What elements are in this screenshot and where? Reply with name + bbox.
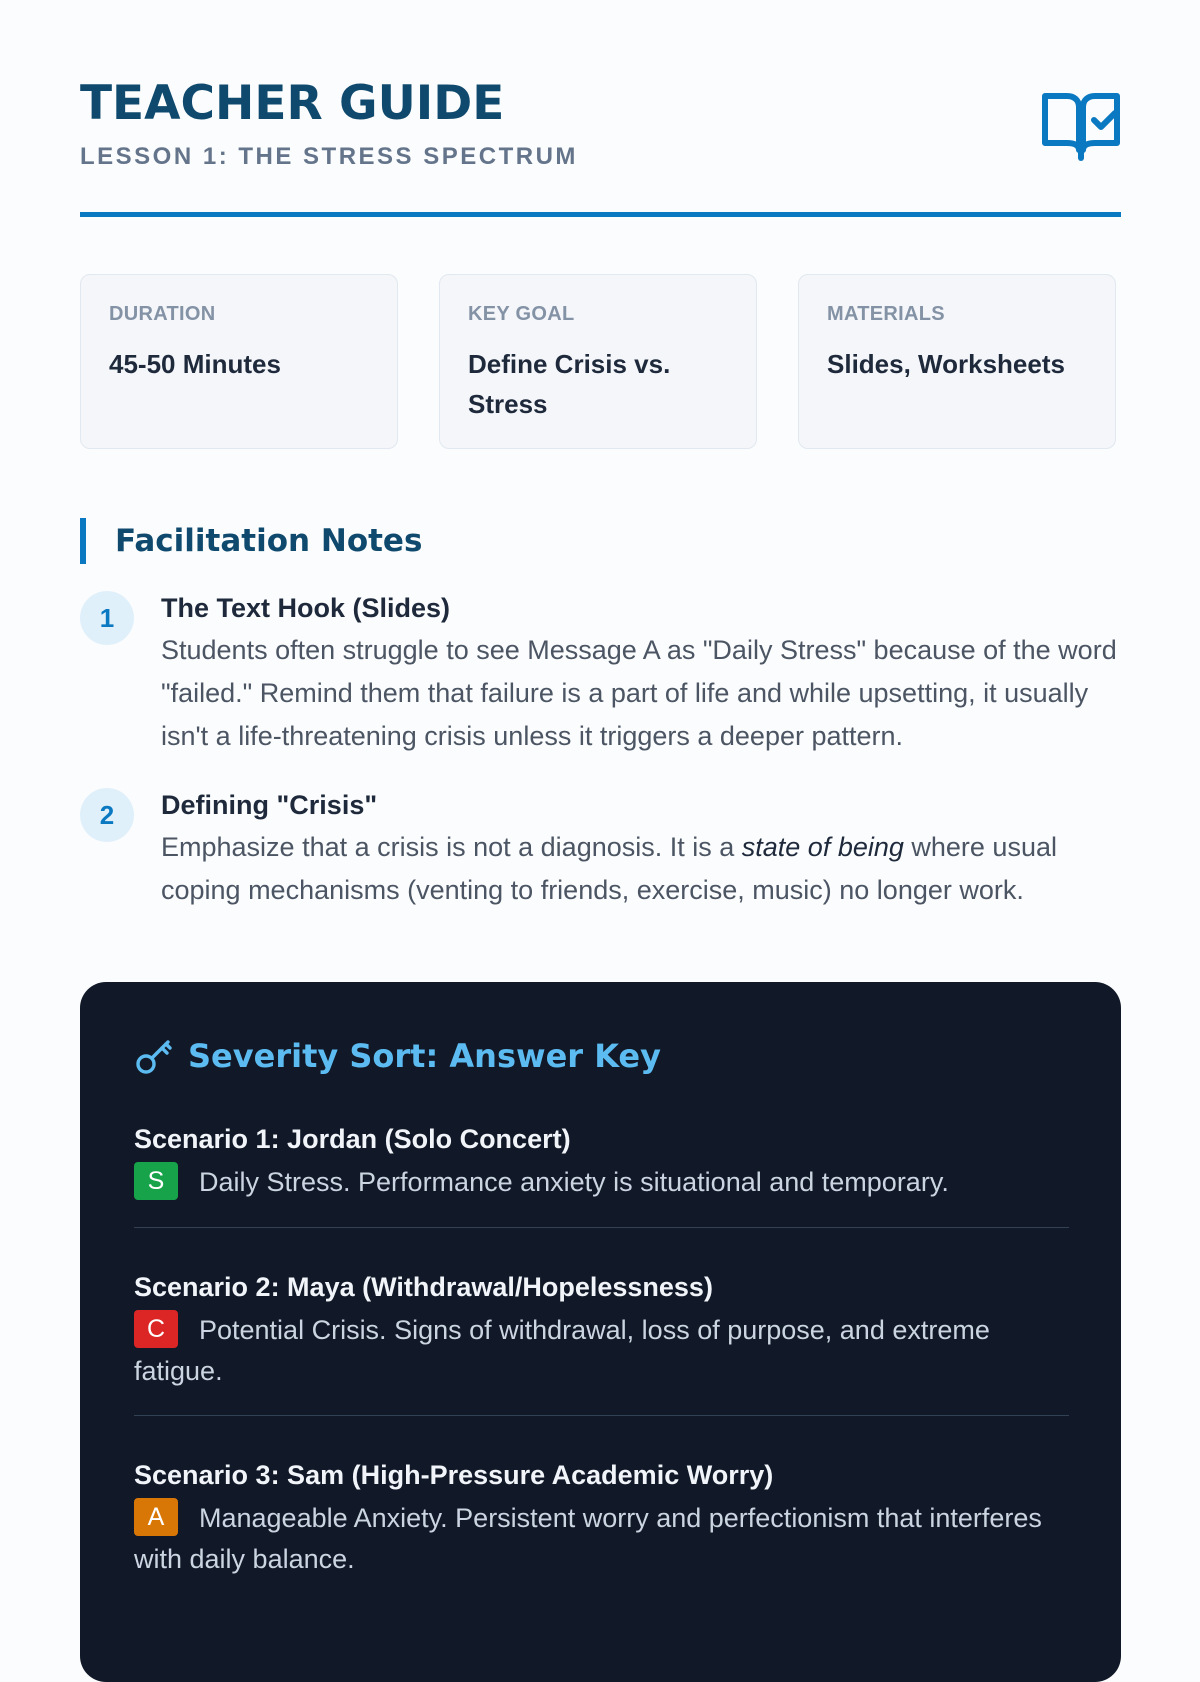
header	[80, 0, 1121, 220]
card-label: MATERIALS	[827, 303, 945, 325]
scenario-description: Daily Stress. Performance anxiety is situational and temporary.	[199, 1167, 949, 1197]
scenario-title: Scenario 1: Jordan (Solo Concert)	[134, 1124, 571, 1154]
note-body	[161, 788, 1121, 912]
scenario-description: Manageable Anxiety. Persistent worry and perfectionism that interferes with daily balance.	[134, 1503, 1042, 1574]
severity-badge: S	[134, 1162, 178, 1200]
note-number: 2	[80, 788, 134, 842]
note-text-emphasis: state of being	[741, 832, 904, 862]
note-body	[161, 591, 1121, 758]
duration-card	[80, 274, 398, 449]
note-text	[161, 826, 1121, 912]
card-label: DURATION	[109, 303, 216, 325]
note-title: The Text Hook (Slides)	[161, 593, 451, 623]
note-text-end: where usual coping mechanisms (venting to friends, exercise, music) no longer work.	[161, 832, 1057, 905]
note-title: Defining "Crisis"	[161, 790, 378, 820]
scenario-item	[134, 1458, 1069, 1579]
card-label: KEY GOAL	[468, 303, 575, 325]
teacher-guide-page	[80, 0, 1121, 1574]
info-cards	[80, 274, 1121, 449]
card-value: Define Crisis vs. Stress	[468, 349, 671, 419]
answer-key-heading	[134, 1036, 661, 1076]
scenario-item	[134, 1270, 1069, 1391]
scenario-title: Scenario 2: Maya (Withdrawal/Hopelessness)	[134, 1272, 713, 1302]
scenario-description: Potential Crisis. Signs of withdrawal, loss of purpose, and extreme fatigue.	[134, 1315, 990, 1386]
card-value: Slides, Worksheets	[827, 349, 1065, 379]
scenario-text	[134, 1162, 1069, 1203]
note-text-start: Emphasize that a crisis is not a diagnosis. It is a	[161, 832, 742, 862]
scenario-item	[134, 1122, 1069, 1203]
severity-badge: A	[134, 1498, 178, 1536]
book-check-icon	[1041, 90, 1121, 162]
page-title: TEACHER GUIDE	[80, 76, 505, 131]
scenario-text	[134, 1498, 1069, 1579]
page-subtitle: LESSON 1: THE STRESS SPECTRUM	[80, 143, 578, 170]
note-number: 1	[80, 591, 134, 645]
scenario-text	[134, 1310, 1069, 1391]
key-goal-card	[439, 274, 757, 449]
key-icon	[134, 1036, 174, 1076]
severity-badge: C	[134, 1310, 178, 1348]
answer-key-panel	[80, 982, 1121, 1682]
scenario-title: Scenario 3: Sam (High-Pressure Academic Worry)	[134, 1460, 774, 1490]
header-rule	[80, 212, 1121, 217]
note-text: Students often struggle to see Message A as "Daily Stress" because of the word "failed." Remind them that failure is a part of life and while upsetting, it usually isn't a life-threatening crisis unless it triggers a deeper pattern.	[161, 635, 1117, 751]
card-value: 45-50 Minutes	[109, 349, 281, 379]
scenario-divider	[134, 1415, 1069, 1416]
materials-card	[798, 274, 1116, 449]
section-title: Facilitation Notes	[115, 523, 423, 559]
scenario-divider	[134, 1227, 1069, 1228]
answer-key-title: Severity Sort: Answer Key	[188, 1037, 661, 1075]
facilitation-heading	[80, 518, 422, 564]
